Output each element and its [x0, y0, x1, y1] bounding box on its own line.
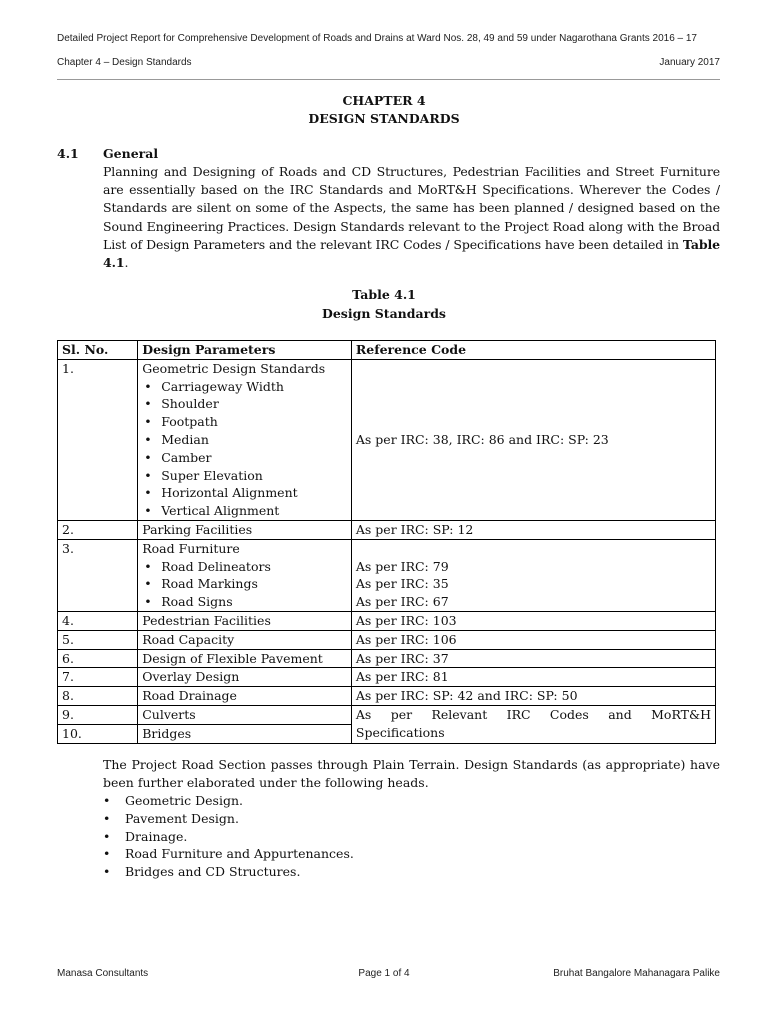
list-item: • Road Markings [142, 575, 347, 593]
cell-code: As per IRC: 37 [351, 649, 715, 668]
table-row [58, 520, 716, 539]
chapter-reference-header: Chapter 4 – Design Standards [57, 57, 192, 68]
header-rule [57, 79, 720, 80]
table-number: Table 4.1 [352, 287, 416, 302]
table-row [58, 649, 716, 668]
list-item: • Horizontal Alignment [142, 484, 347, 502]
cell-parameter: Pedestrian Facilities [138, 611, 352, 630]
cell-parameter: Bridges [138, 724, 352, 743]
list-item: • Camber [142, 449, 347, 467]
parameter-list [142, 378, 347, 520]
cell-parameter [138, 359, 352, 520]
cell-sl: 3. [58, 539, 138, 611]
code-line: As per IRC: 35 [355, 576, 449, 592]
header-sl-no: Sl. No. [58, 341, 138, 360]
list-item: • Geometric Design. [103, 792, 354, 810]
cell-sl: 1. [58, 359, 138, 520]
cell-sl: 2. [58, 520, 138, 539]
table-title: Design Standards [322, 305, 446, 321]
table-row [58, 359, 716, 520]
paragraph-end: . [124, 255, 129, 271]
cell-sl: 8. [58, 687, 138, 706]
chapter-number: CHAPTER 4 [342, 93, 426, 108]
list-item: • Drainage. [103, 828, 354, 846]
list-item: • Road Furniture and Appurtenances. [103, 845, 354, 863]
header-reference-code: Reference Code [351, 341, 715, 360]
cell-code: As per IRC: 38, IRC: 86 and IRC: SP: 23 [351, 359, 715, 520]
report-title-header: Detailed Project Report for Comprehensive Development of Roads and Drains at Ward Nos. 28, 49 and 59 under Nagarothana Grants 2016 – 17 [57, 33, 697, 44]
cell-parameter: Road Capacity [138, 630, 352, 649]
list-item: • Shoulder [142, 395, 347, 413]
chapter-heading [0, 92, 768, 128]
cell-parameter: Overlay Design [138, 668, 352, 687]
table-row [58, 668, 716, 687]
list-item: • Super Elevation [142, 467, 347, 485]
table-row [58, 539, 716, 611]
design-standards-table [57, 340, 716, 744]
cell-sl: 10. [58, 724, 138, 743]
spacer [356, 540, 711, 558]
table-row [58, 705, 716, 724]
section-paragraph [103, 163, 720, 272]
list-item: • Median [142, 431, 347, 449]
cell-code: As per IRC: 106 [351, 630, 715, 649]
header-design-parameters: Design Parameters [138, 341, 352, 360]
paragraph-text: Planning and Designing of Roads and CD Structures, Pedestrian Facilities and Street Furniture are essentially based on the IRC Standards and MoRT&H Specifications. Wherever the Codes / Standards are silent on some of the Aspects, the same has been planned / designed based on the Sound Engineering Practices. Design Standards relevant to the Project Road along with the Broad List of Design Parameters and the relevant IRC Codes / Specifications have been detailed in [103, 164, 720, 252]
footer-right: Bruhat Bangalore Mahanagara Palike [553, 968, 720, 979]
parameter-list [142, 558, 347, 611]
table-reference: Table 4.1 [103, 236, 720, 271]
table-caption [0, 286, 768, 323]
cell-sl: 5. [58, 630, 138, 649]
code-line: As per IRC: 79 [355, 558, 449, 574]
cell-parameter: Culverts [138, 705, 352, 724]
page-number: Page 1 of 4 [358, 968, 410, 979]
footer-left: Manasa Consultants [57, 968, 149, 979]
section-title: General [103, 146, 159, 161]
list-item: • Carriageway Width [142, 378, 347, 396]
cell-code: As per IRC: 81 [351, 668, 715, 687]
table-row [58, 630, 716, 649]
table-row [58, 611, 716, 630]
cell-parameter: Parking Facilities [138, 520, 352, 539]
parameter-title: Road Furniture [142, 540, 240, 556]
section-number: 4.1 [57, 146, 79, 161]
cell-sl: 7. [58, 668, 138, 687]
list-item: • Bridges and CD Structures. [103, 863, 354, 881]
cell-code: As per IRC: 103 [351, 611, 715, 630]
table-header-row [58, 341, 716, 360]
chapter-title: DESIGN STANDARDS [308, 111, 460, 126]
cell-parameter: Design of Flexible Pavement [138, 649, 352, 668]
closing-paragraph: The Project Road Section passes through Plain Terrain. Design Standards (as appropriate) have been further elaborated under the following heads. [103, 757, 720, 790]
cell-parameter: Road Drainage [138, 687, 352, 706]
list-item: • Road Delineators [142, 558, 347, 576]
cell-sl: 4. [58, 611, 138, 630]
cell-code [351, 539, 715, 611]
cell-parameter [138, 539, 352, 611]
cell-sl: 9. [58, 705, 138, 724]
cell-sl: 6. [58, 649, 138, 668]
header-date: January 2017 [659, 57, 720, 68]
list-item: • Road Signs [142, 593, 347, 611]
cell-code: As per Relevant IRC Codes and MoRT&H Specifications [351, 705, 715, 743]
list-item: • Footpath [142, 413, 347, 431]
code-line: As per IRC: 67 [355, 594, 449, 610]
list-item: • Pavement Design. [103, 810, 354, 828]
list-item: • Vertical Alignment [142, 502, 347, 520]
design-heads-list [103, 792, 354, 881]
parameter-title: Geometric Design Standards [142, 360, 326, 376]
cell-code: As per IRC: SP: 42 and IRC: SP: 50 [351, 687, 715, 706]
cell-code: As per IRC: SP: 12 [351, 520, 715, 539]
table-row [58, 687, 716, 706]
